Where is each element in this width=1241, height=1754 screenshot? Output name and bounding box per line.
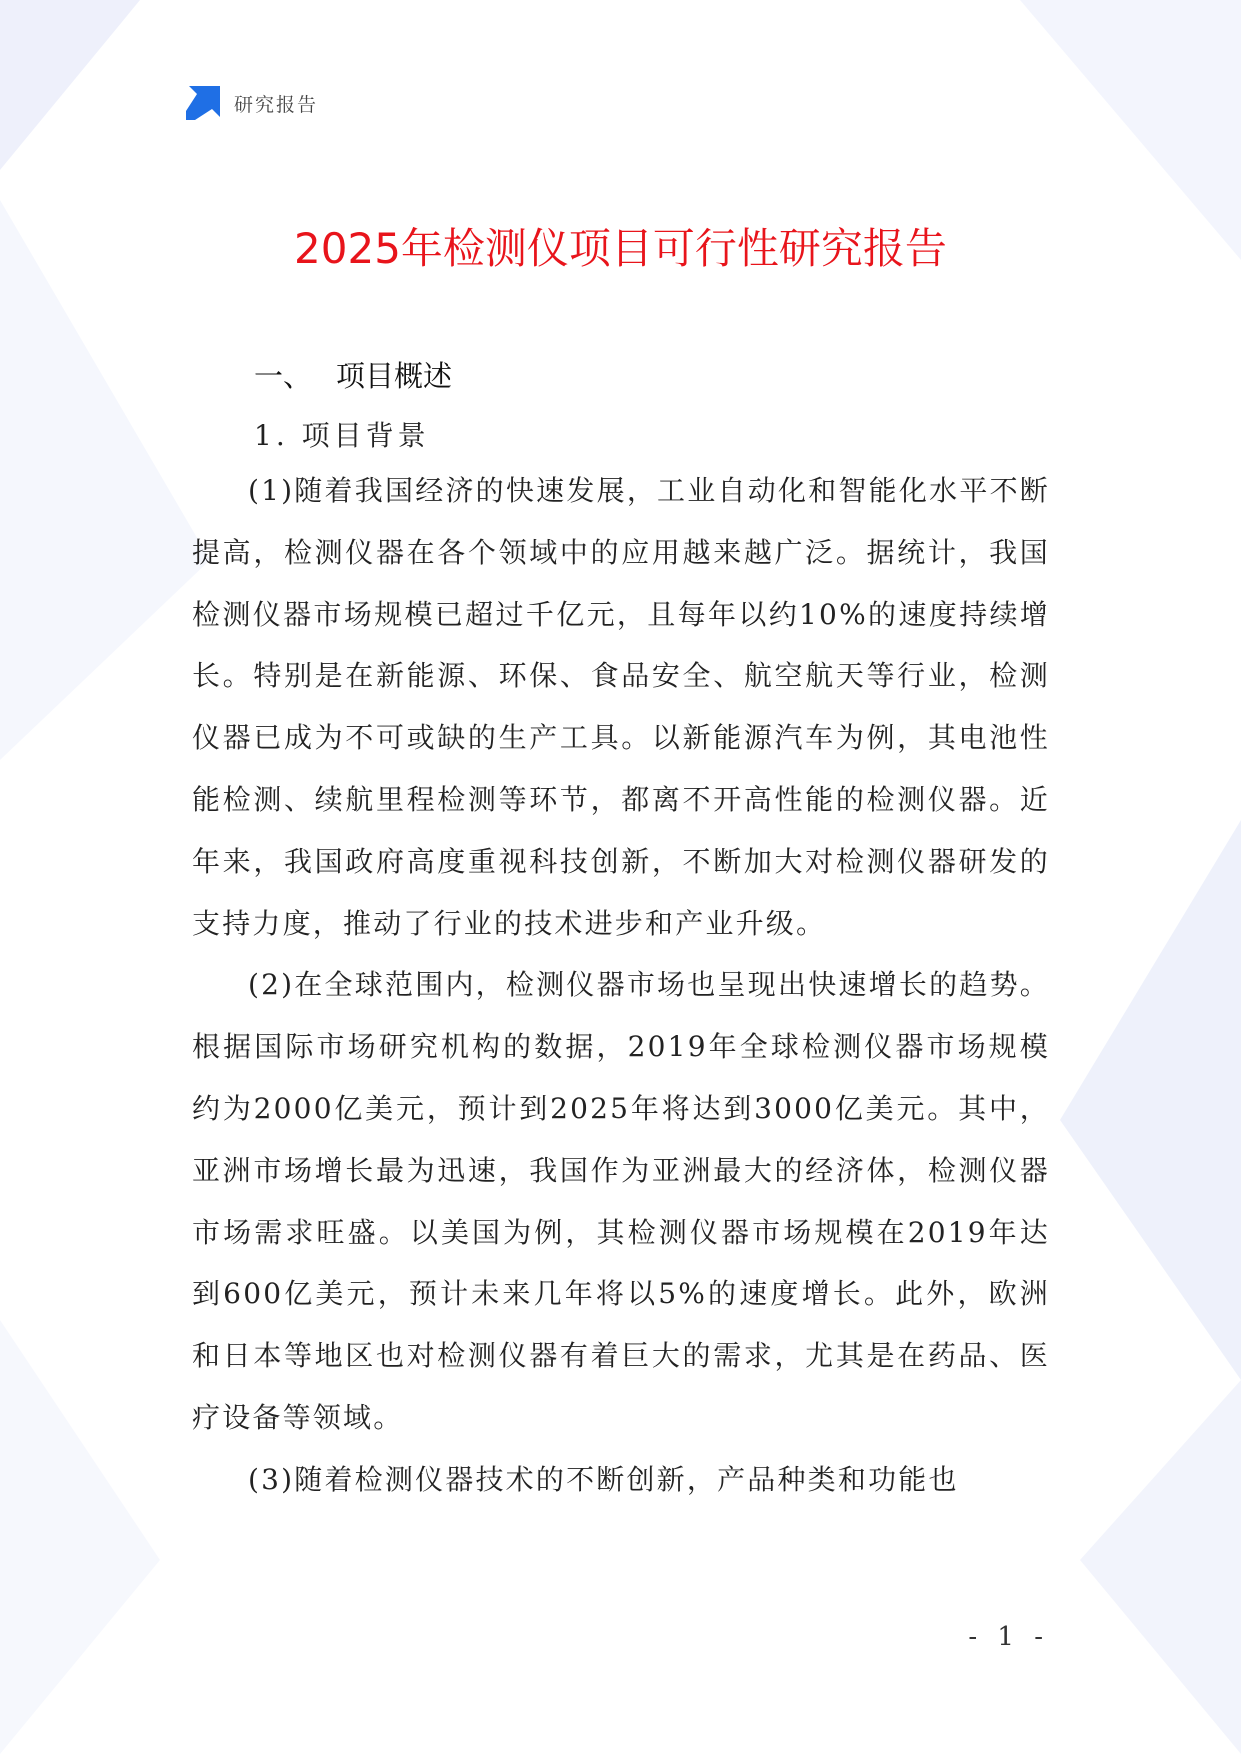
arrow-up-right-icon: [186, 86, 220, 120]
section-heading: [254, 352, 1050, 400]
subsection-heading: 1. 项目背景: [254, 419, 430, 452]
report-header: [186, 86, 318, 120]
page-number: - 1 -: [968, 1622, 1049, 1652]
header-label: 研究报告: [234, 93, 319, 116]
paragraph: (1)随着我国经济的快速发展，工业自动化和智能化水平不断提高，检测仪器在各个领域中的应用越来越广泛。据统计，我国检测仪器市场规模已超过千亿元，且每年以约10%的速度持续增长。特别是在新能源、环保、食品安全、航空航天等行业，检测仪器已成为不可或缺的生产工具。以新能源汽车为例，其电池性能检测、续航里程检测等环节，都离不开高性能的检测仪器。近年来，我国政府高度重视科技创新，不断加大对检测仪器研发的支持力度，推动了行业的技术进步和产业升级。: [192, 474, 1050, 940]
section-number: 一、: [254, 359, 313, 393]
document-body: [192, 352, 1050, 1511]
paragraph: (3)随着检测仪器技术的不断创新，产品种类和功能也: [248, 1462, 959, 1496]
document-title: 2025年检测仪项目可行性研究报告: [294, 224, 947, 273]
section-title: 项目概述: [336, 359, 453, 393]
paragraph: (2)在全球范围内，检测仪器市场也呈现出快速增长的趋势。根据国际市场研究机构的数据，2019年全球检测仪器市场规模约为2000亿美元，预计到2025年将达到3000亿美元。其中，亚洲市场增长最为迅速，我国作为亚洲最大的经济体，检测仪器市场需求旺盛。以美国为例，其检测仪器市场规模在2019年达到600亿美元，预计未来几年将以5%的速度增长。此外，欧洲和日本等地区也对检测仪器有着巨大的需求，尤其是在药品、医疗设备等领域。: [192, 968, 1050, 1434]
